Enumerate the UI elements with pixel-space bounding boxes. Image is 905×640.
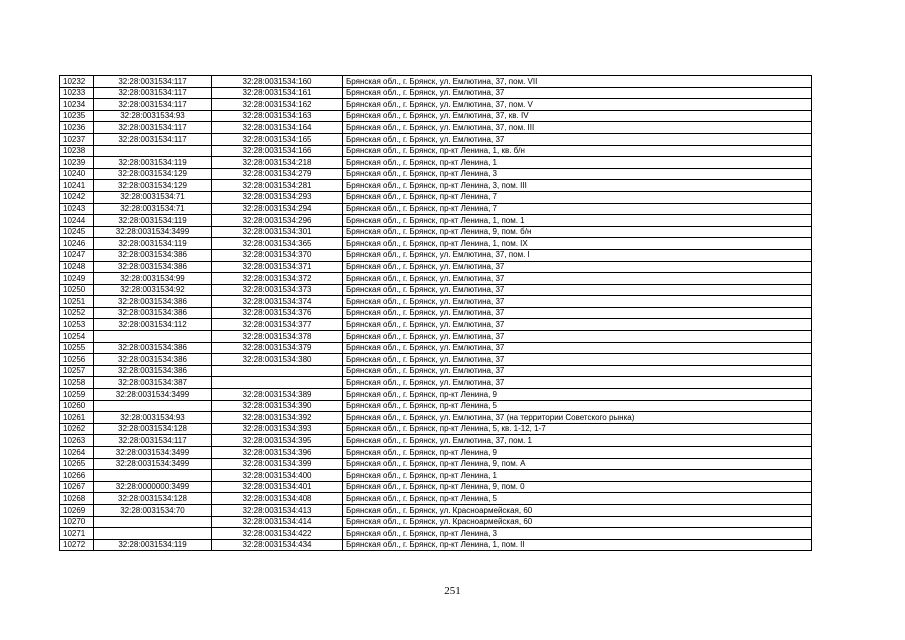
cadastral-number-cell	[212, 377, 343, 389]
row-number-cell: 10234	[60, 99, 94, 111]
cadastral-number-cell: 32:28:0031534:374	[212, 296, 343, 308]
address-cell: Брянская обл., г. Брянск, ул. Емлютина, 37	[343, 342, 812, 354]
table-row	[60, 319, 812, 331]
page-number: 251	[444, 585, 461, 597]
parent-cadastral-number-cell: 32:28:0031534:117	[94, 435, 212, 447]
row-number-cell: 10268	[60, 493, 94, 505]
table-row	[60, 273, 812, 285]
parent-cadastral-number-cell: 32:28:0031534:117	[94, 133, 212, 145]
cadastral-number-cell	[212, 365, 343, 377]
cadastral-number-cell: 32:28:0031534:377	[212, 319, 343, 331]
parent-cadastral-number-cell: 32:28:0031534:71	[94, 203, 212, 215]
cadastral-number-cell: 32:28:0031534:379	[212, 342, 343, 354]
address-cell: Брянская обл., г. Брянск, ул. Емлютина, 37	[343, 284, 812, 296]
table-row	[60, 365, 812, 377]
address-cell: Брянская обл., г. Брянск, пр-кт Ленина, 9, пом. 0	[343, 481, 812, 493]
address-cell: Брянская обл., г. Брянск, пр-кт Ленина, 1, пом. 1	[343, 215, 812, 227]
row-number-cell: 10272	[60, 539, 94, 551]
table-body	[60, 76, 812, 551]
cadastral-number-cell: 32:28:0031534:373	[212, 284, 343, 296]
row-number-cell: 10263	[60, 435, 94, 447]
address-cell: Брянская обл., г. Брянск, ул. Красноармейская, 60	[343, 516, 812, 528]
table-row	[60, 435, 812, 447]
cadastral-number-cell: 32:28:0031534:434	[212, 539, 343, 551]
address-cell: Брянская обл., г. Брянск, ул. Емлютина, 37	[343, 365, 812, 377]
row-number-cell: 10237	[60, 133, 94, 145]
table-row	[60, 307, 812, 319]
address-cell: Брянская обл., г. Брянск, пр-кт Ленина, 7	[343, 191, 812, 203]
address-cell: Брянская обл., г. Брянск, ул. Емлютина, 37	[343, 87, 812, 99]
table-row	[60, 470, 812, 482]
cadastral-number-cell: 32:28:0031534:294	[212, 203, 343, 215]
address-cell: Брянская обл., г. Брянск, пр-кт Ленина, 9, пом. б/н	[343, 226, 812, 238]
cadastral-number-cell: 32:28:0031534:293	[212, 191, 343, 203]
address-cell: Брянская обл., г. Брянск, пр-кт Ленина, 1, пом. IX	[343, 238, 812, 250]
address-cell: Брянская обл., г. Брянск, пр-кт Ленина, 1, пом. II	[343, 539, 812, 551]
cadastral-number-cell: 32:28:0031534:163	[212, 110, 343, 122]
cadastral-number-cell: 32:28:0031534:162	[212, 99, 343, 111]
table-row	[60, 377, 812, 389]
parent-cadastral-number-cell: 32:28:0031534:93	[94, 110, 212, 122]
row-number-cell: 10266	[60, 470, 94, 482]
cadastral-number-cell: 32:28:0031534:380	[212, 354, 343, 366]
row-number-cell: 10248	[60, 261, 94, 273]
address-cell: Брянская обл., г. Брянск, пр-кт Ленина, 5	[343, 493, 812, 505]
parent-cadastral-number-cell: 32:28:0031534:117	[94, 76, 212, 88]
cadastral-number-cell: 32:28:0031534:401	[212, 481, 343, 493]
address-cell: Брянская обл., г. Брянск, ул. Емлютина, 37	[343, 273, 812, 285]
table-row	[60, 504, 812, 516]
address-cell: Брянская обл., г. Брянск, пр-кт Ленина, 9	[343, 447, 812, 459]
table-row	[60, 528, 812, 540]
parent-cadastral-number-cell: 32:28:0031534:92	[94, 284, 212, 296]
row-number-cell: 10251	[60, 296, 94, 308]
cadastral-number-cell: 32:28:0031534:164	[212, 122, 343, 134]
parent-cadastral-number-cell: 32:28:0031534:117	[94, 122, 212, 134]
cadastral-number-cell: 32:28:0031534:166	[212, 145, 343, 157]
table-row	[60, 389, 812, 401]
table-row	[60, 447, 812, 459]
address-cell: Брянская обл., г. Брянск, пр-кт Ленина, 3, пом. III	[343, 180, 812, 192]
cadastral-number-cell: 32:28:0031534:414	[212, 516, 343, 528]
row-number-cell: 10249	[60, 273, 94, 285]
row-number-cell: 10239	[60, 157, 94, 169]
address-cell: Брянская обл., г. Брянск, ул. Емлютина, 37	[343, 331, 812, 343]
row-number-cell: 10242	[60, 191, 94, 203]
table-row	[60, 493, 812, 505]
address-cell: Брянская обл., г. Брянск, ул. Емлютина, 37, кв. IV	[343, 110, 812, 122]
row-number-cell: 10246	[60, 238, 94, 250]
row-number-cell: 10232	[60, 76, 94, 88]
address-cell: Брянская обл., г. Брянск, ул. Емлютина, 37, пом. I	[343, 249, 812, 261]
address-cell: Брянская обл., г. Брянск, ул. Емлютина, 37, пом. III	[343, 122, 812, 134]
cadastral-number-cell: 32:28:0031534:365	[212, 238, 343, 250]
cadastral-number-cell: 32:28:0031534:296	[212, 215, 343, 227]
table-row	[60, 203, 812, 215]
table-row	[60, 180, 812, 192]
cadastral-number-cell: 32:28:0031534:165	[212, 133, 343, 145]
cadastral-number-cell: 32:28:0031534:413	[212, 504, 343, 516]
cadastral-number-cell: 32:28:0031534:279	[212, 168, 343, 180]
parent-cadastral-number-cell: 32:28:0031534:119	[94, 238, 212, 250]
cadastral-number-cell: 32:28:0031534:160	[212, 76, 343, 88]
row-number-cell: 10264	[60, 447, 94, 459]
parent-cadastral-number-cell	[94, 528, 212, 540]
table-row	[60, 249, 812, 261]
parent-cadastral-number-cell: 32:28:0031534:386	[94, 365, 212, 377]
row-number-cell: 10255	[60, 342, 94, 354]
row-number-cell: 10261	[60, 412, 94, 424]
parent-cadastral-number-cell: 32:28:0031534:128	[94, 423, 212, 435]
parent-cadastral-number-cell: 32:28:0031534:99	[94, 273, 212, 285]
parent-cadastral-number-cell: 32:28:0031534:386	[94, 261, 212, 273]
parent-cadastral-number-cell: 32:28:0031534:129	[94, 180, 212, 192]
cadastral-number-cell: 32:28:0031534:399	[212, 458, 343, 470]
parent-cadastral-number-cell: 32:28:0031534:386	[94, 354, 212, 366]
table-row	[60, 331, 812, 343]
address-cell: Брянская обл., г. Брянск, пр-кт Ленина, 5	[343, 400, 812, 412]
address-cell: Брянская обл., г. Брянск, пр-кт Ленина, 7	[343, 203, 812, 215]
cadastral-number-cell: 32:28:0031534:392	[212, 412, 343, 424]
parent-cadastral-number-cell: 32:28:0031534:3499	[94, 389, 212, 401]
parent-cadastral-number-cell: 32:28:0031534:386	[94, 296, 212, 308]
table-row	[60, 296, 812, 308]
table-row	[60, 157, 812, 169]
table-row	[60, 99, 812, 111]
parent-cadastral-number-cell: 32:28:0031534:71	[94, 191, 212, 203]
row-number-cell: 10258	[60, 377, 94, 389]
address-cell: Брянская обл., г. Брянск, ул. Емлютина, 37, пом. 1	[343, 435, 812, 447]
parent-cadastral-number-cell: 32:28:0031534:387	[94, 377, 212, 389]
row-number-cell: 10238	[60, 145, 94, 157]
table-row	[60, 110, 812, 122]
address-cell: Брянская обл., г. Брянск, пр-кт Ленина, 1	[343, 157, 812, 169]
row-number-cell: 10236	[60, 122, 94, 134]
row-number-cell: 10269	[60, 504, 94, 516]
table-row	[60, 516, 812, 528]
parent-cadastral-number-cell: 32:28:0031534:3499	[94, 458, 212, 470]
cadastral-number-cell: 32:28:0031534:396	[212, 447, 343, 459]
row-number-cell: 10250	[60, 284, 94, 296]
address-cell: Брянская обл., г. Брянск, ул. Емлютина, 37	[343, 354, 812, 366]
row-number-cell: 10260	[60, 400, 94, 412]
table-row	[60, 400, 812, 412]
table-row	[60, 284, 812, 296]
address-cell: Брянская обл., г. Брянск, пр-кт Ленина, 3	[343, 168, 812, 180]
row-number-cell: 10257	[60, 365, 94, 377]
cadastral-number-cell: 32:28:0031534:301	[212, 226, 343, 238]
row-number-cell: 10271	[60, 528, 94, 540]
row-number-cell: 10267	[60, 481, 94, 493]
cadastral-number-cell: 32:28:0031534:371	[212, 261, 343, 273]
cadastral-number-cell: 32:28:0031534:218	[212, 157, 343, 169]
parent-cadastral-number-cell: 32:28:0031534:386	[94, 342, 212, 354]
row-number-cell: 10256	[60, 354, 94, 366]
parent-cadastral-number-cell: 32:28:0031534:386	[94, 307, 212, 319]
table-row	[60, 481, 812, 493]
cadastral-number-cell: 32:28:0031534:378	[212, 331, 343, 343]
table-row	[60, 354, 812, 366]
cadastral-number-cell: 32:28:0031534:281	[212, 180, 343, 192]
row-number-cell: 10245	[60, 226, 94, 238]
table-row	[60, 342, 812, 354]
parent-cadastral-number-cell: 32:28:0031534:70	[94, 504, 212, 516]
row-number-cell: 10247	[60, 249, 94, 261]
table-row	[60, 122, 812, 134]
row-number-cell: 10252	[60, 307, 94, 319]
row-number-cell: 10270	[60, 516, 94, 528]
address-cell: Брянская обл., г. Брянск, ул. Емлютина, 37, пом. V	[343, 99, 812, 111]
cadastral-number-cell: 32:28:0031534:395	[212, 435, 343, 447]
table-row	[60, 133, 812, 145]
parent-cadastral-number-cell	[94, 470, 212, 482]
cadastral-number-cell: 32:28:0031534:372	[212, 273, 343, 285]
address-cell: Брянская обл., г. Брянск, ул. Красноармейская, 60	[343, 504, 812, 516]
table-row	[60, 215, 812, 227]
row-number-cell: 10265	[60, 458, 94, 470]
address-cell: Брянская обл., г. Брянск, ул. Емлютина, 37	[343, 296, 812, 308]
parent-cadastral-number-cell	[94, 516, 212, 528]
address-cell: Брянская обл., г. Брянск, ул. Емлютина, 37	[343, 261, 812, 273]
address-cell: Брянская обл., г. Брянск, ул. Емлютина, 37 (на территории Советского рынка)	[343, 412, 812, 424]
row-number-cell: 10240	[60, 168, 94, 180]
row-number-cell: 10254	[60, 331, 94, 343]
row-number-cell: 10244	[60, 215, 94, 227]
table-row	[60, 87, 812, 99]
address-cell: Брянская обл., г. Брянск, пр-кт Ленина, 9, пом. А	[343, 458, 812, 470]
cadastral-number-cell: 32:28:0031534:376	[212, 307, 343, 319]
cadastral-number-cell: 32:28:0031534:389	[212, 389, 343, 401]
parent-cadastral-number-cell: 32:28:0031534:117	[94, 87, 212, 99]
address-cell: Брянская обл., г. Брянск, ул. Емлютина, 37	[343, 319, 812, 331]
table-row	[60, 168, 812, 180]
address-cell: Брянская обл., г. Брянск, ул. Емлютина, 37	[343, 377, 812, 389]
table-row	[60, 539, 812, 551]
parent-cadastral-number-cell: 32:28:0031534:119	[94, 157, 212, 169]
cadastral-table	[59, 75, 812, 551]
row-number-cell: 10253	[60, 319, 94, 331]
table-row	[60, 226, 812, 238]
parent-cadastral-number-cell: 32:28:0031534:112	[94, 319, 212, 331]
parent-cadastral-number-cell: 32:28:0031534:128	[94, 493, 212, 505]
table-row	[60, 191, 812, 203]
address-cell: Брянская обл., г. Брянск, ул. Емлютина, 37	[343, 133, 812, 145]
cadastral-number-cell: 32:28:0031534:408	[212, 493, 343, 505]
parent-cadastral-number-cell: 32:28:0031534:93	[94, 412, 212, 424]
cadastral-number-cell: 32:28:0031534:400	[212, 470, 343, 482]
row-number-cell: 10243	[60, 203, 94, 215]
row-number-cell: 10233	[60, 87, 94, 99]
parent-cadastral-number-cell: 32:28:0031534:119	[94, 215, 212, 227]
table-row	[60, 458, 812, 470]
cadastral-number-cell: 32:28:0031534:393	[212, 423, 343, 435]
address-cell: Брянская обл., г. Брянск, ул. Емлютина, 37	[343, 307, 812, 319]
parent-cadastral-number-cell: 32:28:0000000:3499	[94, 481, 212, 493]
parent-cadastral-number-cell	[94, 400, 212, 412]
address-cell: Брянская обл., г. Брянск, пр-кт Ленина, 5, кв. 1-12, 1-7	[343, 423, 812, 435]
table-row	[60, 261, 812, 273]
parent-cadastral-number-cell: 32:28:0031534:386	[94, 249, 212, 261]
table-row	[60, 238, 812, 250]
address-cell: Брянская обл., г. Брянск, пр-кт Ленина, 1	[343, 470, 812, 482]
address-cell: Брянская обл., г. Брянск, ул. Емлютина, 37, пом. VII	[343, 76, 812, 88]
address-cell: Брянская обл., г. Брянск, пр-кт Ленина, 3	[343, 528, 812, 540]
table-row	[60, 423, 812, 435]
address-cell: Брянская обл., г. Брянск, пр-кт Ленина, 9	[343, 389, 812, 401]
parent-cadastral-number-cell: 32:28:0031534:119	[94, 539, 212, 551]
parent-cadastral-number-cell: 32:28:0031534:3499	[94, 226, 212, 238]
table-row	[60, 145, 812, 157]
table-row	[60, 76, 812, 88]
cadastral-number-cell: 32:28:0031534:422	[212, 528, 343, 540]
cadastral-number-cell: 32:28:0031534:161	[212, 87, 343, 99]
parent-cadastral-number-cell: 32:28:0031534:117	[94, 99, 212, 111]
row-number-cell: 10235	[60, 110, 94, 122]
row-number-cell: 10259	[60, 389, 94, 401]
parent-cadastral-number-cell	[94, 145, 212, 157]
cadastral-number-cell: 32:28:0031534:370	[212, 249, 343, 261]
address-cell: Брянская обл., г. Брянск, пр-кт Ленина, 1, кв. б/н	[343, 145, 812, 157]
parent-cadastral-number-cell: 32:28:0031534:3499	[94, 447, 212, 459]
row-number-cell: 10241	[60, 180, 94, 192]
parent-cadastral-number-cell	[94, 331, 212, 343]
cadastral-number-cell: 32:28:0031534:390	[212, 400, 343, 412]
parent-cadastral-number-cell: 32:28:0031534:129	[94, 168, 212, 180]
row-number-cell: 10262	[60, 423, 94, 435]
table-row	[60, 412, 812, 424]
